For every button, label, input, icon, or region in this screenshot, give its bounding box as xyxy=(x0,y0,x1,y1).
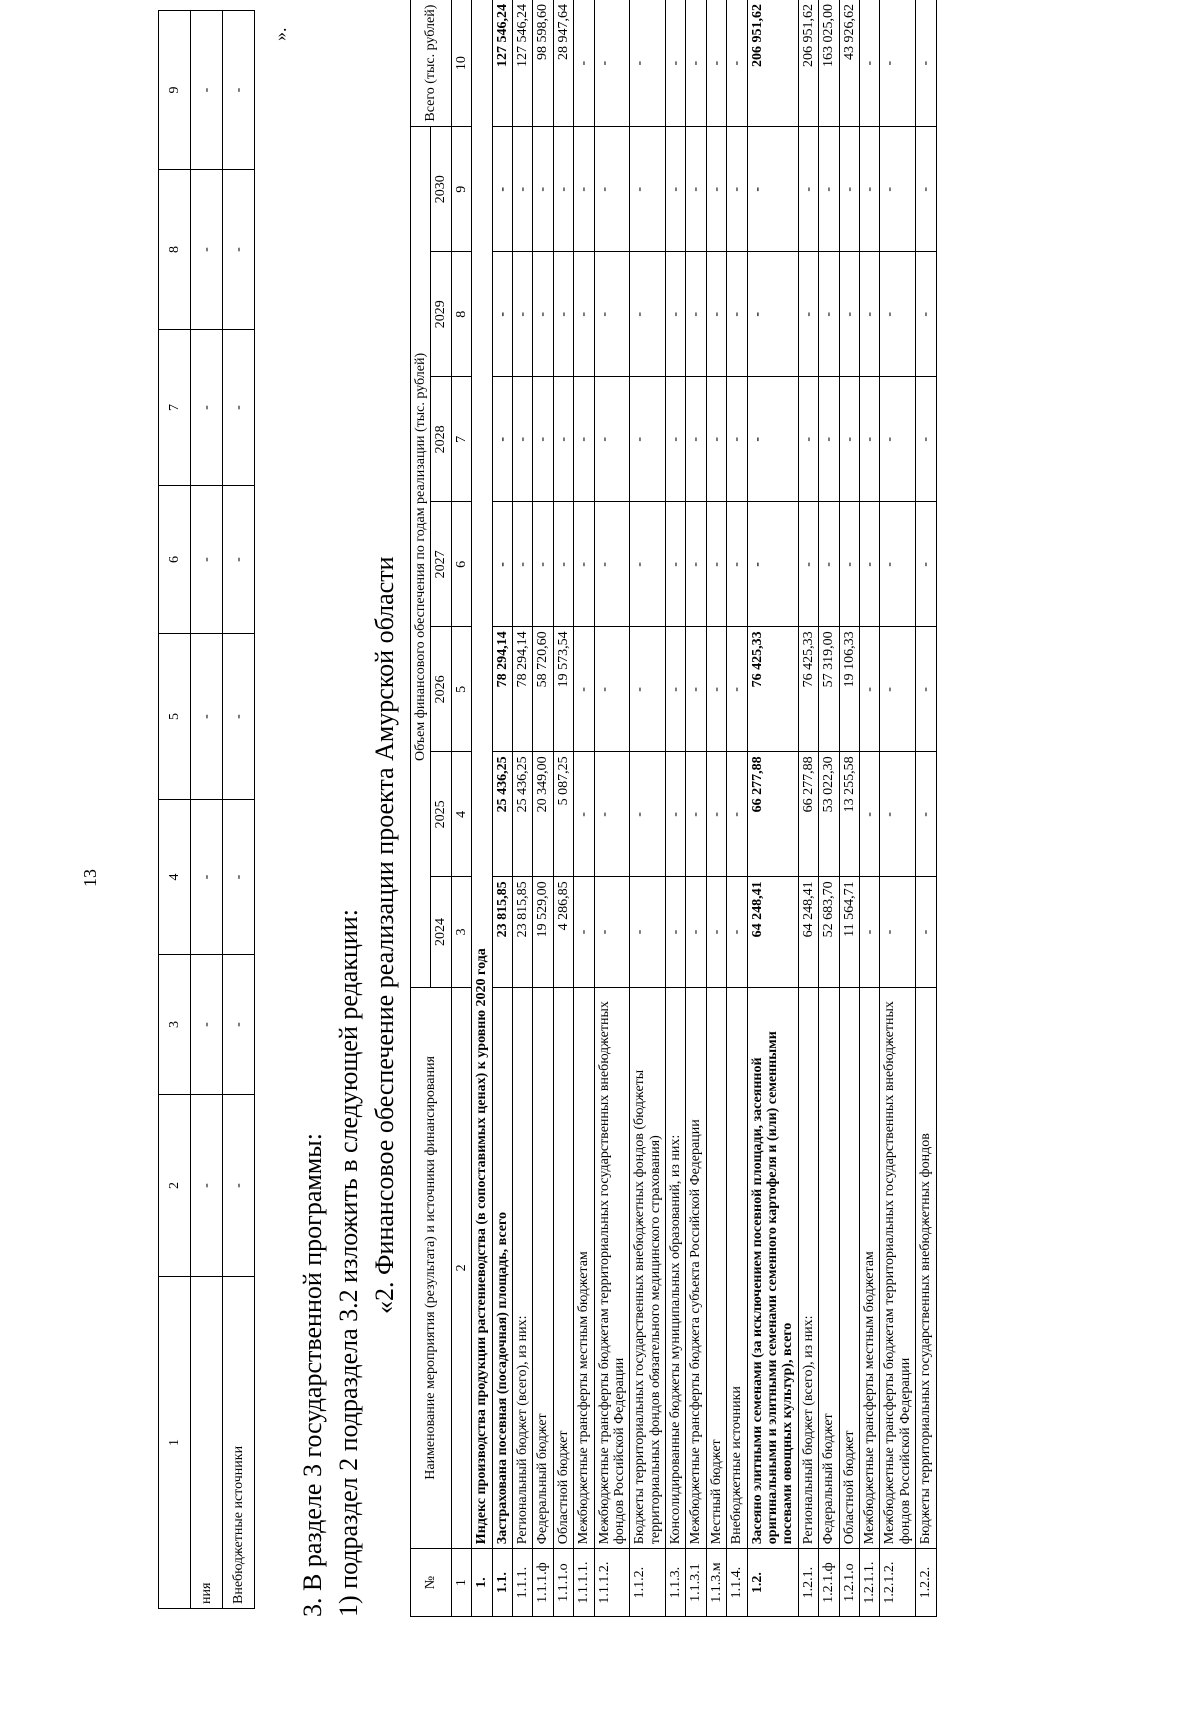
row-value-cell: 4 286,85 xyxy=(553,877,573,987)
continuation-row xyxy=(191,11,223,1609)
row-value-cell: - xyxy=(594,127,630,252)
cont-cell: - xyxy=(191,330,223,486)
row-value-cell: - xyxy=(686,377,706,502)
row-value-cell: - xyxy=(819,127,839,252)
row-total-cell: 206 951,62 xyxy=(747,0,798,127)
header-colnum: 3 xyxy=(451,877,471,987)
continuation-header-row xyxy=(159,11,191,1609)
cont-cell: - xyxy=(191,634,223,800)
continuation-table xyxy=(158,10,255,1609)
cont-header-cell: 6 xyxy=(159,486,191,634)
row-value-cell: - xyxy=(916,502,936,627)
row-value-cell: - xyxy=(880,877,916,987)
instruction-line-2: 1) подраздел 2 подраздела 3.2 изложить в следующей редакции: xyxy=(334,909,363,1617)
row-total-cell: - xyxy=(594,0,630,127)
row-code: 1.1.1.о xyxy=(553,1549,573,1617)
row-value-cell: - xyxy=(686,752,706,877)
header-year: 2030 xyxy=(431,127,451,252)
row-value-cell: 52 683,70 xyxy=(819,877,839,987)
row-code: 1.2.1.1. xyxy=(859,1549,879,1617)
row-value-cell: - xyxy=(666,502,686,627)
row-name: Областной бюджет xyxy=(839,987,859,1549)
cont-header-cell: 8 xyxy=(159,170,191,330)
row-value-cell: - xyxy=(512,252,532,377)
row-value-cell: - xyxy=(727,877,747,987)
cont-cell: - xyxy=(223,486,255,634)
row-value-cell: - xyxy=(747,502,798,627)
cont-row-label: Внебюджетные источники xyxy=(223,1277,255,1609)
row-name: Межбюджетные трансферты местным бюджетам xyxy=(574,987,594,1549)
row-value-cell: - xyxy=(839,127,859,252)
row-value-cell: - xyxy=(747,127,798,252)
row-value-cell: - xyxy=(819,252,839,377)
page-number: 13 xyxy=(80,869,100,887)
row-code: 1.1.1. xyxy=(512,1549,532,1617)
row-name: Областной бюджет xyxy=(553,987,573,1549)
row-value-cell: - xyxy=(512,127,532,252)
row-value-cell: - xyxy=(839,502,859,627)
row-code: 1.1.1.2. xyxy=(594,1549,630,1617)
row-value-cell: 20 349,00 xyxy=(533,752,553,877)
header-colnum: 10 xyxy=(451,0,471,127)
header-year: 2024 xyxy=(431,877,451,987)
header-year: 2029 xyxy=(431,252,451,377)
cont-cell: - xyxy=(223,170,255,330)
row-name: Межбюджетные трансферты бюджетам территориальных государственных внебюджетных фондов Российской Федерации xyxy=(880,987,916,1549)
row-value-cell: - xyxy=(533,502,553,627)
table-row xyxy=(574,0,594,1617)
row-value-cell: 25 436,25 xyxy=(512,752,532,877)
row-value-cell: - xyxy=(880,627,916,752)
row-code: 1.2.1.о xyxy=(839,1549,859,1617)
row-code: 1.1.3.1 xyxy=(686,1549,706,1617)
row-value-cell: - xyxy=(666,752,686,877)
row-value-cell: - xyxy=(630,627,666,752)
row-value-cell: - xyxy=(594,877,630,987)
row-value-cell: - xyxy=(630,377,666,502)
row-name: Межбюджетные трансферты бюджетам территориальных государственных внебюджетных фондов Российской Федерации xyxy=(594,987,630,1549)
cont-cell: - xyxy=(191,486,223,634)
cont-cell: - xyxy=(223,800,255,955)
row-value-cell: - xyxy=(512,377,532,502)
row-total-cell: 127 546,24 xyxy=(512,0,532,127)
row-total-cell: - xyxy=(686,0,706,127)
row-value-cell: - xyxy=(630,252,666,377)
row-value-cell: - xyxy=(859,377,879,502)
row-total-cell: 163 025,00 xyxy=(819,0,839,127)
row-code: 1.2.1. xyxy=(798,1549,818,1617)
row-value-cell: - xyxy=(574,877,594,987)
row-total-cell: - xyxy=(880,0,916,127)
row-value-cell: - xyxy=(880,752,916,877)
row-value-cell: - xyxy=(859,252,879,377)
cont-header-cell: 3 xyxy=(159,955,191,1095)
cont-header-cell: 2 xyxy=(159,1095,191,1277)
row-value-cell: - xyxy=(880,377,916,502)
row-value-cell: - xyxy=(666,877,686,987)
row-name: Засеяно элитными семенами (за исключением посевной площади, засеянной оригинальными и элитными семенами семенного картофеля и (или) семенными посевами овощных культур), всего xyxy=(747,987,798,1549)
row-value-cell: - xyxy=(594,627,630,752)
cont-cell: - xyxy=(191,1095,223,1277)
row-value-cell: - xyxy=(533,377,553,502)
header-num: № xyxy=(411,1549,452,1617)
row-value-cell: - xyxy=(727,127,747,252)
header-total: Всего (тыс. рублей) xyxy=(411,0,452,127)
row-total-cell: - xyxy=(916,0,936,127)
row-value-cell: - xyxy=(686,502,706,627)
row-total-cell: - xyxy=(727,0,747,127)
header-colnum: 9 xyxy=(451,127,471,252)
row-code: 1.1.4. xyxy=(727,1549,747,1617)
cont-cell: - xyxy=(223,955,255,1095)
row-value-cell: - xyxy=(666,252,686,377)
cont-header-cell: 9 xyxy=(159,11,191,170)
row-total-cell: 98 598,60 xyxy=(533,0,553,127)
row-total-cell: 206 951,62 xyxy=(798,0,818,127)
row-value-cell: - xyxy=(747,252,798,377)
row-value-cell: 19 529,00 xyxy=(533,877,553,987)
row-total-cell: - xyxy=(630,0,666,127)
row-code: 1.1.1.ф xyxy=(533,1549,553,1617)
section-code: 1. xyxy=(472,1549,492,1617)
instruction-line-1: 3. В разделе 3 государственной программы: xyxy=(298,1133,327,1617)
header-colnum: 1 xyxy=(451,1549,471,1617)
row-value-cell: - xyxy=(859,502,879,627)
table-row xyxy=(706,0,726,1617)
cont-row-label: ния xyxy=(191,1277,223,1609)
row-value-cell: 25 436,25 xyxy=(492,752,512,877)
row-value-cell: - xyxy=(916,127,936,252)
row-value-cell: 53 022,30 xyxy=(819,752,839,877)
header-colnum: 8 xyxy=(451,252,471,377)
cont-cell: - xyxy=(223,330,255,486)
row-value-cell: - xyxy=(706,252,726,377)
section-text: Индекс производства продукции растениеводства (в сопоставимых ценах) к уровню 2020 года xyxy=(472,0,492,1549)
table-row xyxy=(594,0,630,1617)
row-value-cell: - xyxy=(916,252,936,377)
row-value-cell: - xyxy=(594,252,630,377)
table-row xyxy=(839,0,859,1617)
table-row xyxy=(533,0,553,1617)
continuation-row xyxy=(223,11,255,1609)
financing-table xyxy=(410,0,937,1617)
row-name: Бюджеты территориальных государственных внебюджетных фондов (бюджеты территориальных фондов обязательного медицинского страхования) xyxy=(630,987,666,1549)
row-total-cell: 127 546,24 xyxy=(492,0,512,127)
table-row xyxy=(747,0,798,1617)
row-value-cell: - xyxy=(686,627,706,752)
row-value-cell: - xyxy=(666,127,686,252)
row-value-cell: 64 248,41 xyxy=(747,877,798,987)
row-value-cell: - xyxy=(574,627,594,752)
cont-header-cell: 1 xyxy=(159,1277,191,1609)
cont-cell: - xyxy=(191,170,223,330)
header-colnum: 7 xyxy=(451,377,471,502)
row-value-cell: 19 106,33 xyxy=(839,627,859,752)
row-value-cell: - xyxy=(630,752,666,877)
cont-header-cell: 7 xyxy=(159,330,191,486)
row-name: Региональный бюджет (всего), из них: xyxy=(798,987,818,1549)
row-name: Местный бюджет xyxy=(706,987,726,1549)
header-colnum: 4 xyxy=(451,752,471,877)
row-total-cell: - xyxy=(706,0,726,127)
row-value-cell: - xyxy=(553,127,573,252)
row-value-cell: - xyxy=(727,377,747,502)
row-value-cell: - xyxy=(533,127,553,252)
row-value-cell: - xyxy=(859,127,879,252)
row-value-cell: - xyxy=(594,377,630,502)
cont-header-cell: 5 xyxy=(159,634,191,800)
row-value-cell: - xyxy=(492,252,512,377)
row-value-cell: - xyxy=(706,502,726,627)
row-code: 1.1. xyxy=(492,1549,512,1617)
section-title: «2. Финансовое обеспечение реализации проекта Амурской области xyxy=(370,556,399,1314)
header-year: 2026 xyxy=(431,627,451,752)
row-value-cell: - xyxy=(916,752,936,877)
row-value-cell: - xyxy=(727,752,747,877)
row-name: Бюджеты территориальных государственных внебюджетных фондов xyxy=(916,987,936,1549)
row-value-cell: - xyxy=(839,252,859,377)
row-value-cell: 64 248,41 xyxy=(798,877,818,987)
row-value-cell: - xyxy=(574,752,594,877)
row-value-cell: - xyxy=(798,127,818,252)
row-value-cell: - xyxy=(553,377,573,502)
row-code: 1.2.2. xyxy=(916,1549,936,1617)
table-row xyxy=(686,0,706,1617)
row-value-cell: - xyxy=(798,502,818,627)
cont-cell: - xyxy=(223,1095,255,1277)
cont-cell: - xyxy=(191,800,223,955)
row-value-cell: 23 815,85 xyxy=(512,877,532,987)
row-value-cell: - xyxy=(727,627,747,752)
header-volume: Объем финансового обеспечения по годам реализации (тыс. рублей) xyxy=(411,127,431,987)
header-year: 2025 xyxy=(431,752,451,877)
row-value-cell: 58 720,60 xyxy=(533,627,553,752)
row-total-cell: - xyxy=(574,0,594,127)
row-value-cell: - xyxy=(574,377,594,502)
header-year: 2027 xyxy=(431,502,451,627)
row-value-cell: 11 564,71 xyxy=(839,877,859,987)
row-value-cell: - xyxy=(686,127,706,252)
row-value-cell: 5 087,25 xyxy=(553,752,573,877)
row-value-cell: - xyxy=(533,252,553,377)
row-value-cell: 57 319,00 xyxy=(819,627,839,752)
row-code: 1.2.1.ф xyxy=(819,1549,839,1617)
row-value-cell: - xyxy=(492,127,512,252)
table-row xyxy=(916,0,936,1617)
row-code: 1.2.1.2. xyxy=(880,1549,916,1617)
row-value-cell: - xyxy=(666,377,686,502)
row-value-cell: - xyxy=(512,502,532,627)
header-year: 2028 xyxy=(431,377,451,502)
table-header-row xyxy=(411,0,431,1617)
table-row xyxy=(727,0,747,1617)
row-value-cell: - xyxy=(574,252,594,377)
row-value-cell: 66 277,88 xyxy=(747,752,798,877)
row-value-cell: - xyxy=(747,377,798,502)
row-value-cell: - xyxy=(706,377,726,502)
row-value-cell: 23 815,85 xyxy=(492,877,512,987)
row-value-cell: - xyxy=(727,252,747,377)
row-value-cell: - xyxy=(630,877,666,987)
row-name: Федеральный бюджет xyxy=(533,987,553,1549)
row-value-cell: - xyxy=(880,252,916,377)
row-code: 1.2. xyxy=(747,1549,798,1617)
row-value-cell: - xyxy=(594,502,630,627)
row-value-cell: - xyxy=(492,377,512,502)
row-value-cell: - xyxy=(839,377,859,502)
row-value-cell: - xyxy=(706,877,726,987)
header-colnum: 2 xyxy=(451,987,471,1549)
row-name: Межбюджетные трансферты бюджета субъекта Российской Федерации xyxy=(686,987,706,1549)
row-name: Застрахована посевная (посадочная) площадь, всего xyxy=(492,987,512,1549)
row-value-cell: - xyxy=(574,502,594,627)
cont-header-cell: 4 xyxy=(159,800,191,955)
row-name: Региональный бюджет (всего), из них: xyxy=(512,987,532,1549)
table-row xyxy=(880,0,916,1617)
row-value-cell: - xyxy=(819,377,839,502)
table-row xyxy=(819,0,839,1617)
row-value-cell: 13 255,58 xyxy=(839,752,859,877)
cont-cell: - xyxy=(223,634,255,800)
table-row xyxy=(553,0,573,1617)
row-value-cell: - xyxy=(880,502,916,627)
row-value-cell: - xyxy=(574,127,594,252)
row-total-cell: 43 926,62 xyxy=(839,0,859,127)
table-row xyxy=(859,0,879,1617)
row-value-cell: - xyxy=(492,502,512,627)
row-value-cell: - xyxy=(686,877,706,987)
row-total-cell: - xyxy=(859,0,879,127)
closing-quote: ». xyxy=(270,27,290,41)
row-value-cell: - xyxy=(859,752,879,877)
cont-cell: - xyxy=(223,11,255,170)
header-colnum: 5 xyxy=(451,627,471,752)
row-value-cell: - xyxy=(553,502,573,627)
table-row xyxy=(666,0,686,1617)
row-value-cell: - xyxy=(798,377,818,502)
row-value-cell: - xyxy=(706,127,726,252)
table-row xyxy=(512,0,532,1617)
row-value-cell: - xyxy=(630,502,666,627)
row-value-cell: 76 425,33 xyxy=(747,627,798,752)
row-value-cell: - xyxy=(859,877,879,987)
table-colnum-row xyxy=(451,0,471,1617)
cont-cell: - xyxy=(191,11,223,170)
table-row xyxy=(630,0,666,1617)
row-name: Федеральный бюджет xyxy=(819,987,839,1549)
row-code: 1.1.3. xyxy=(666,1549,686,1617)
row-value-cell: - xyxy=(916,877,936,987)
row-code: 1.1.3.м xyxy=(706,1549,726,1617)
row-value-cell: - xyxy=(706,627,726,752)
row-value-cell: - xyxy=(916,377,936,502)
section-row xyxy=(472,0,492,1617)
row-value-cell: - xyxy=(880,127,916,252)
cont-cell: - xyxy=(191,955,223,1095)
row-value-cell: 19 573,54 xyxy=(553,627,573,752)
row-value-cell: 76 425,33 xyxy=(798,627,818,752)
row-code: 1.1.1.1. xyxy=(574,1549,594,1617)
row-value-cell: - xyxy=(916,627,936,752)
row-code: 1.1.2. xyxy=(630,1549,666,1617)
table-row xyxy=(492,0,512,1617)
header-colnum: 6 xyxy=(451,502,471,627)
row-value-cell: 66 277,88 xyxy=(798,752,818,877)
row-value-cell: - xyxy=(594,752,630,877)
row-value-cell: - xyxy=(859,627,879,752)
row-value-cell: - xyxy=(798,252,818,377)
row-total-cell: 28 947,64 xyxy=(553,0,573,127)
row-total-cell: - xyxy=(666,0,686,127)
row-value-cell: - xyxy=(819,502,839,627)
row-value-cell: 78 294,14 xyxy=(512,627,532,752)
row-name: Консолидированные бюджеты муниципальных образований, из них: xyxy=(666,987,686,1549)
row-value-cell: - xyxy=(706,752,726,877)
header-name: Наименование мероприятия (результата) и источники финансирования xyxy=(411,987,452,1549)
row-name: Межбюджетные трансферты местным бюджетам xyxy=(859,987,879,1549)
row-value-cell: - xyxy=(686,252,706,377)
row-value-cell: - xyxy=(553,252,573,377)
row-value-cell: - xyxy=(727,502,747,627)
row-value-cell: - xyxy=(630,127,666,252)
row-value-cell: - xyxy=(666,627,686,752)
row-name: Внебюджетные источники xyxy=(727,987,747,1549)
table-row xyxy=(798,0,818,1617)
row-value-cell: 78 294,14 xyxy=(492,627,512,752)
